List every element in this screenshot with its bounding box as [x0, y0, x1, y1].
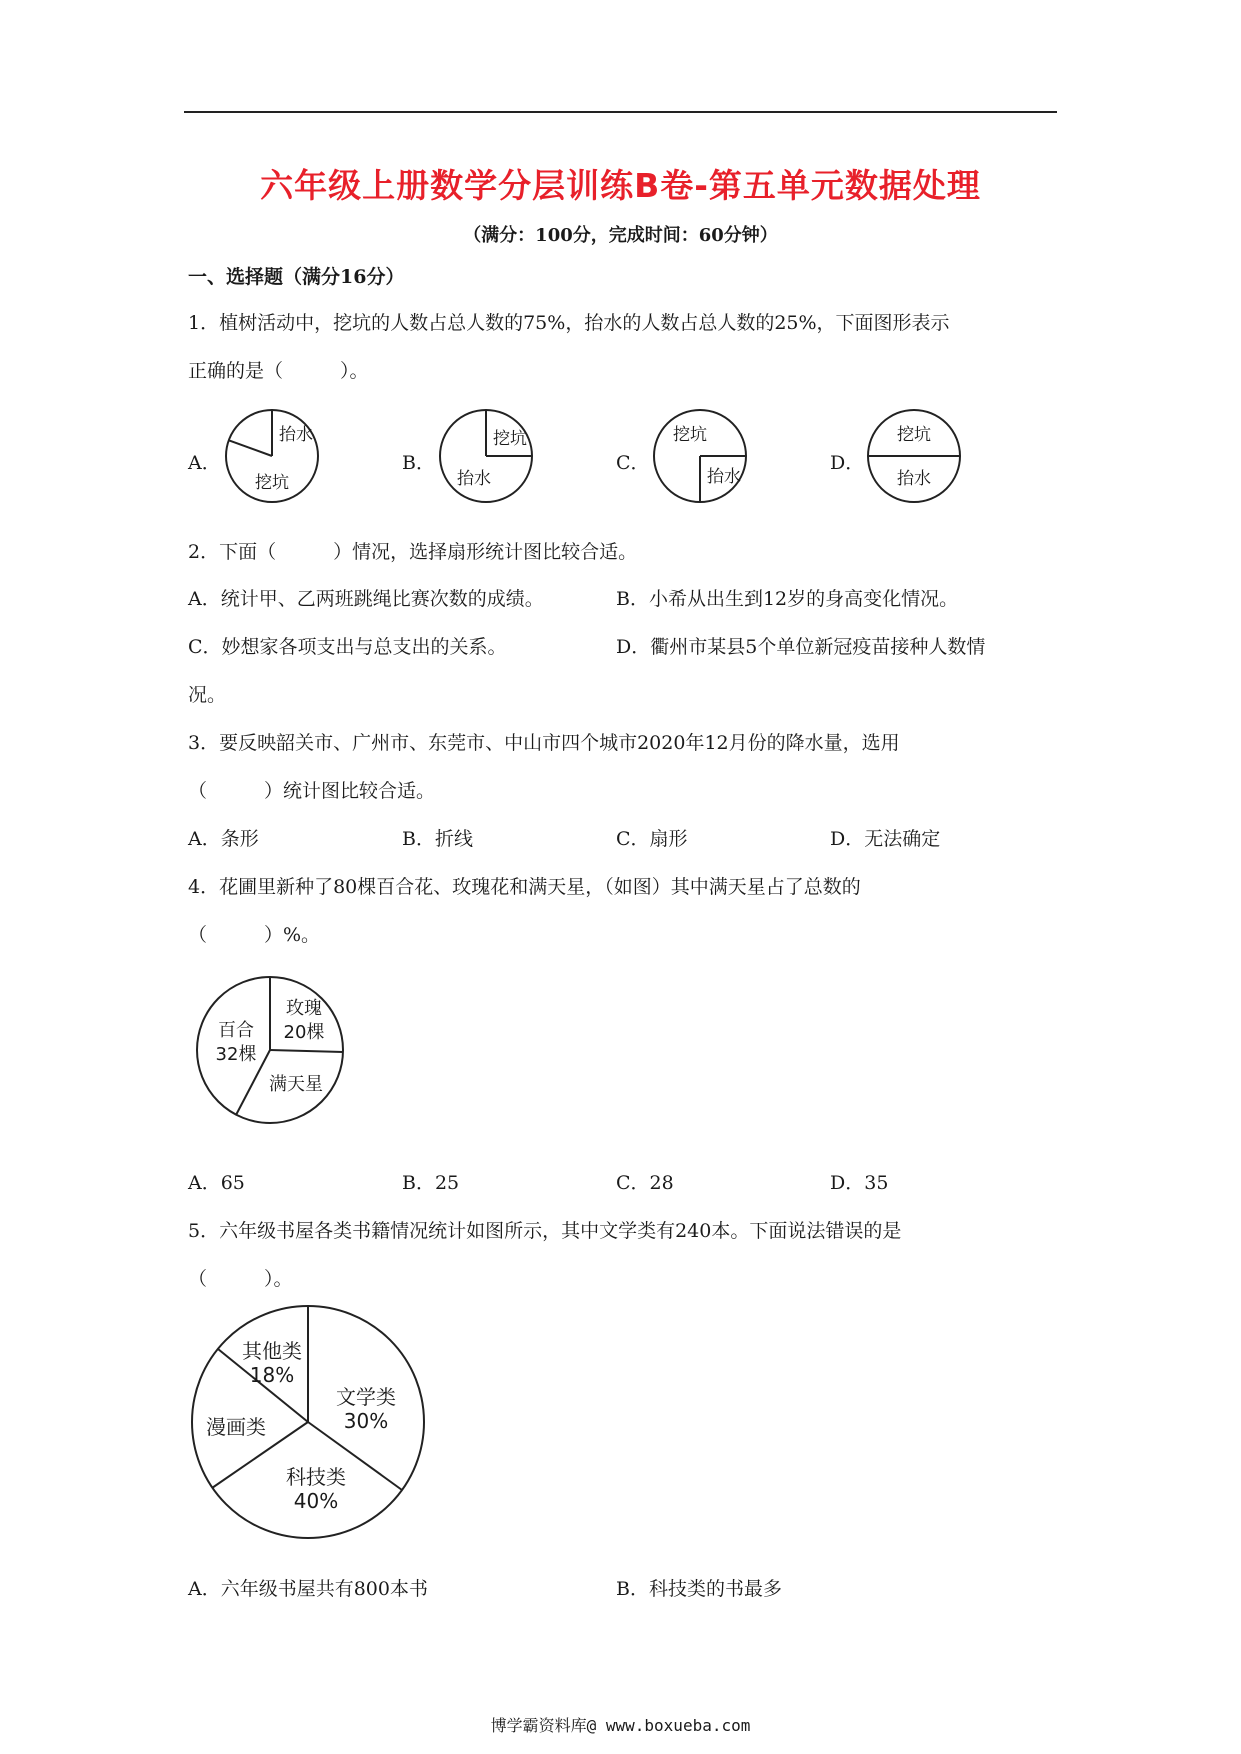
q1-b-label-top: 挖坑	[493, 429, 527, 449]
q4-label-meigui: 玫瑰	[286, 998, 322, 1019]
q5-pie-chart	[190, 1302, 430, 1542]
q1-text-line1: 1．植树活动中，挖坑的人数占总人数的75%，抬水的人数占总人数的25%，下面图形表示	[188, 312, 950, 334]
q1-option-d-circle	[860, 406, 970, 506]
q5-label-manhua: 漫画类	[206, 1415, 266, 1439]
q5-value-qita: 18%	[249, 1363, 295, 1387]
q3-option-d: D．无法确定	[830, 828, 941, 850]
q5-value-keji: 40%	[293, 1489, 339, 1513]
q2-option-d-continuation: 况。	[188, 684, 227, 706]
q5-text-line1: 5．六年级书屋各类书籍情况统计如图所示，其中文学类有240本。下面说法错误的是	[188, 1220, 902, 1242]
q1-a-label-bottom: 挖坑	[255, 473, 289, 493]
q2-option-a: A．统计甲、乙两班跳绳比赛次数的成绩。	[188, 588, 544, 610]
top-rule	[184, 111, 1057, 113]
q5-text-line2: （ ）。	[188, 1268, 293, 1290]
q1-option-a-circle	[218, 406, 328, 506]
q1-b-label-bottom: 抬水	[457, 469, 491, 489]
q1-text-line2: 正确的是（ ）。	[188, 360, 369, 382]
q5-value-wenxue: 30%	[343, 1409, 389, 1433]
q1-a-label-top: 抬水	[279, 425, 313, 445]
q4-option-d: D．35	[830, 1172, 889, 1194]
q5-option-a: A．六年级书屋共有800本书	[188, 1578, 428, 1600]
q4-pie-chart	[192, 970, 352, 1130]
q3-text-line1: 3．要反映韶关市、广州市、东莞市、中山市四个城市2020年12月份的降水量，选用	[188, 732, 900, 754]
q4-option-c: C．28	[616, 1172, 674, 1194]
q1-c-label-top: 挖坑	[673, 425, 707, 445]
footer-watermark: 博学霸资料库@ www.boxueba.com	[490, 1716, 751, 1735]
q4-value-baihe: 32棵	[215, 1044, 257, 1065]
q1-d-label-bottom: 抬水	[897, 469, 931, 489]
q3-text-line2: （ ）统计图比较合适。	[188, 780, 436, 802]
q5-label-keji: 科技类	[286, 1465, 346, 1489]
q4-text-line1: 4．花圃里新种了80棵百合花、玫瑰花和满天星，（如图）其中满天星占了总数的	[188, 876, 861, 898]
q2-text: 2．下面（ ）情况，选择扇形统计图比较合适。	[188, 541, 638, 563]
q1-option-c-label: C．	[616, 452, 650, 474]
q2-option-d: D．衢州市某县5个单位新冠疫苗接种人数情	[616, 636, 986, 658]
page-subtitle: （满分：100分，完成时间：60分钟）	[463, 225, 778, 246]
q1-option-d-label: D．	[830, 452, 865, 474]
q5-label-qita: 其他类	[242, 1339, 302, 1363]
q4-value-meigui: 20棵	[283, 1022, 325, 1043]
q4-text-line2: （ ）%。	[188, 924, 321, 946]
section-heading: 一、选择题（满分16分）	[188, 266, 405, 288]
q3-option-a: A．条形	[188, 828, 259, 850]
q2-option-c: C．妙想家各项支出与总支出的关系。	[188, 636, 507, 658]
q3-option-b: B．折线	[402, 828, 473, 850]
q1-d-label-top: 挖坑	[897, 425, 931, 445]
q4-label-baihe: 百合	[218, 1020, 254, 1041]
page-title: 六年级上册数学分层训练B卷-第五单元数据处理	[260, 166, 981, 205]
q1-option-c-circle	[646, 406, 756, 506]
q5-option-b: B．科技类的书最多	[616, 1578, 782, 1600]
q4-label-mantian: 满天星	[269, 1074, 323, 1095]
q4-pie-divider-right	[270, 1050, 343, 1052]
q1-option-b-circle	[432, 406, 542, 506]
q2-option-b: B．小希从出生到12岁的身高变化情况。	[616, 588, 959, 610]
q5-label-wenxue: 文学类	[336, 1385, 396, 1409]
q1-option-b-label: B．	[402, 452, 435, 474]
q1-option-a-label: A．	[188, 452, 221, 474]
q1-c-label-bottom: 抬水	[707, 467, 741, 487]
q4-option-a: A．65	[188, 1172, 245, 1194]
q3-option-c: C．扇形	[616, 828, 688, 850]
q4-option-b: B．25	[402, 1172, 460, 1194]
